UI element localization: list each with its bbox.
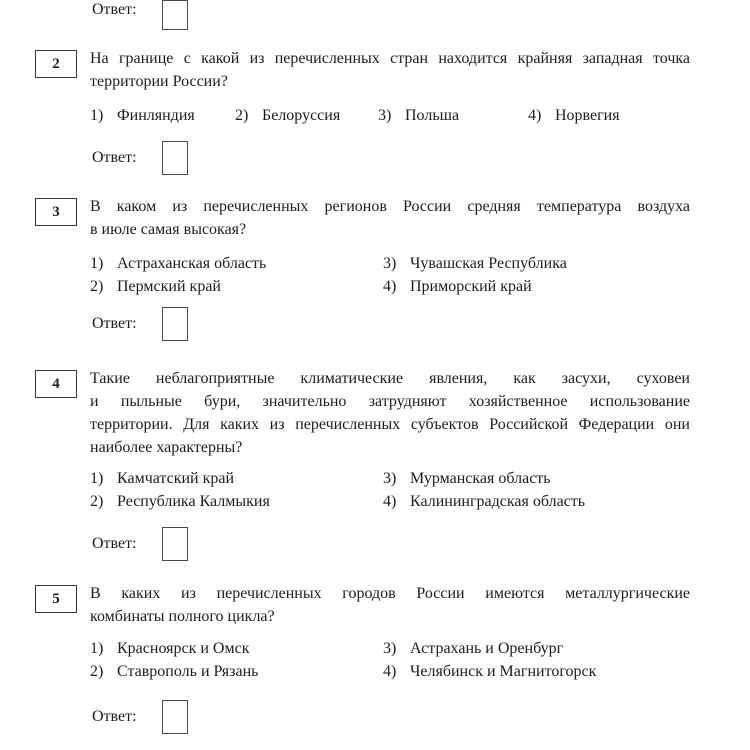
- option: [383, 252, 700, 275]
- option: [383, 490, 700, 513]
- option-label: Ставрополь и Рязань: [117, 663, 259, 680]
- option: [90, 467, 383, 490]
- answer-input-box: [162, 141, 188, 175]
- question-number-box: [35, 370, 77, 398]
- question-text: [90, 47, 690, 93]
- question-number-box: [35, 198, 77, 226]
- question-text-line: территории России?: [90, 73, 228, 90]
- option: [90, 104, 235, 127]
- option-number: 2): [90, 493, 104, 510]
- question-number-box: [35, 585, 77, 613]
- option-number: 1): [90, 640, 104, 657]
- option-label: Красноярск и Омск: [117, 640, 250, 657]
- question-text: [90, 195, 690, 241]
- options-grid: [90, 637, 700, 683]
- option-number: 4): [528, 107, 542, 124]
- option-label: Приморский край: [410, 278, 532, 295]
- answer-input-box: [162, 700, 188, 734]
- option: [383, 660, 700, 683]
- option-number: 2): [90, 278, 104, 295]
- question-text-line: территории. Для каких из перечисленных субъектов Российской Федерации они: [90, 416, 690, 433]
- question-text-line: Такие неблагоприятные климатические явления, как засухи, суховеи: [90, 370, 690, 387]
- option-number: 2): [235, 107, 249, 124]
- answer-row: [92, 140, 188, 176]
- answer-input-box: [162, 307, 188, 341]
- option: [235, 104, 378, 127]
- answer-input-box: [162, 527, 188, 561]
- option: [383, 467, 700, 490]
- option-label: Польша: [405, 107, 460, 124]
- answer-row: [92, 306, 188, 342]
- option-label: Мурманская область: [410, 470, 551, 487]
- option: [90, 637, 383, 660]
- option-label: Финляндия: [117, 107, 195, 124]
- option-label: Норвегия: [555, 107, 620, 124]
- option: [383, 275, 700, 298]
- question-text-line: наиболее характерны?: [90, 439, 243, 456]
- option-label: Пермский край: [117, 278, 221, 295]
- answer-label: Ответ:: [92, 315, 137, 332]
- option-label: Астрахань и Оренбург: [410, 640, 564, 657]
- question-number: 3: [52, 203, 60, 220]
- option-number: 1): [90, 255, 104, 272]
- options-grid: [90, 252, 700, 298]
- option-label: Калининградская область: [410, 493, 586, 510]
- options-row: [90, 104, 730, 127]
- option: [90, 275, 383, 298]
- question-text-line: В каких из перечисленных городов России имеются металлургические: [90, 585, 690, 602]
- question-text-line: в июле самая высокая?: [90, 221, 247, 238]
- option: [90, 252, 383, 275]
- option-number: 2): [90, 663, 104, 680]
- answer-label: Ответ:: [92, 1, 137, 18]
- answer-label: Ответ:: [92, 149, 137, 166]
- option-label: Челябинск и Магнитогорск: [410, 663, 597, 680]
- option: [90, 660, 383, 683]
- question-text-line: комбинаты полного цикла?: [90, 608, 275, 625]
- question-text-line: и пыльные бури, значительно затрудняют хозяйственное использование: [90, 393, 690, 410]
- option-number: 3): [383, 640, 397, 657]
- answer-label: Ответ:: [92, 708, 137, 725]
- option-label: Белоруссия: [262, 107, 341, 124]
- option: [378, 104, 528, 127]
- option-label: Астраханская область: [117, 255, 267, 272]
- option: [383, 637, 700, 660]
- option-label: Чувашская Республика: [410, 255, 567, 272]
- option: [528, 104, 730, 127]
- option-label: Камчатский край: [117, 470, 235, 487]
- answer-row: [92, 699, 188, 735]
- answer-label: Ответ:: [92, 535, 137, 552]
- option-number: 4): [383, 278, 397, 295]
- option-number: 3): [383, 470, 397, 487]
- question-number: 2: [52, 55, 60, 72]
- question-number: 5: [52, 590, 60, 607]
- options-grid: [90, 467, 700, 513]
- option-number: 1): [90, 107, 104, 124]
- question-text: [90, 582, 690, 628]
- option: [90, 490, 383, 513]
- option-number: 1): [90, 470, 104, 487]
- option-number: 4): [383, 663, 397, 680]
- question-number-box: [35, 50, 77, 78]
- option-label: Республика Калмыкия: [117, 493, 270, 510]
- option-number: 4): [383, 493, 397, 510]
- option-number: 3): [383, 255, 397, 272]
- option-number: 3): [378, 107, 392, 124]
- answer-row: [92, 526, 188, 562]
- question-text-line: В каком из перечисленных регионов России средняя температура воздуха: [90, 198, 690, 215]
- question-number: 4: [52, 375, 60, 392]
- answer-input-box: [162, 0, 188, 30]
- question-text: [90, 367, 690, 459]
- question-text-line: На границе с какой из перечисленных стран находится крайняя западная точка: [90, 50, 690, 67]
